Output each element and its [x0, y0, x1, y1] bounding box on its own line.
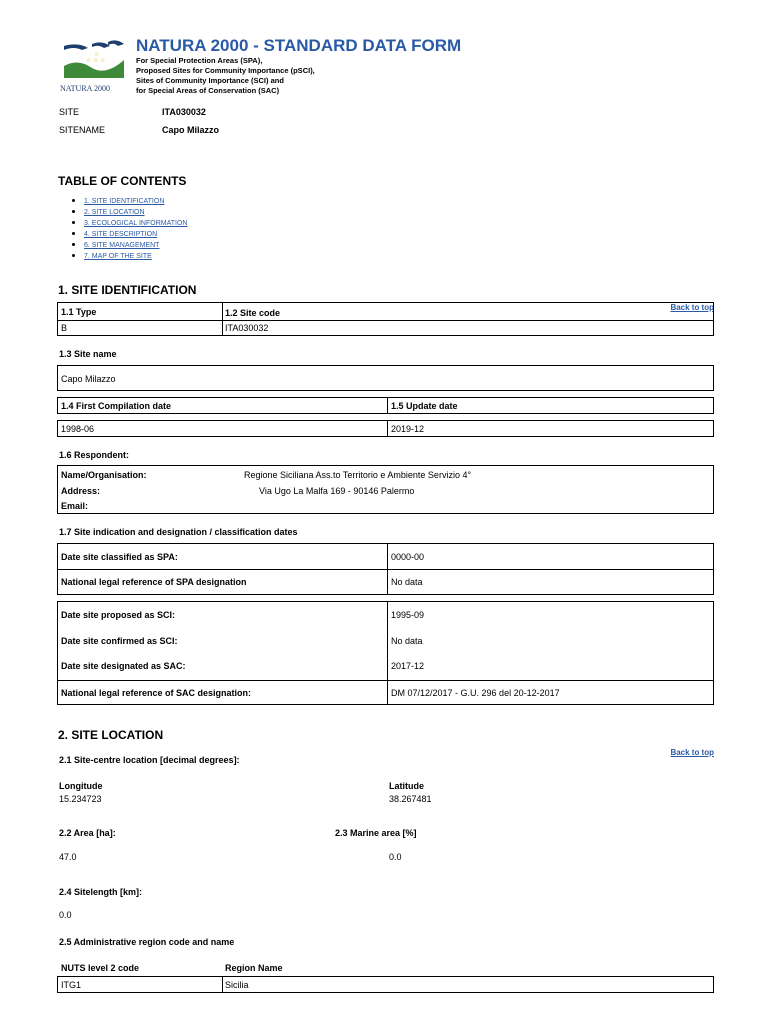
sci-table	[57, 601, 714, 705]
region-value: Sicilia	[225, 980, 249, 990]
marine-area-value: 0.0	[389, 852, 402, 862]
dates-value-row	[57, 420, 714, 437]
logo-text: NATURA 2000	[60, 84, 111, 93]
first-compilation-label: 1.4 First Compilation date	[61, 401, 172, 411]
update-date-label: 1.5 Update date	[391, 401, 458, 411]
spa-table	[57, 543, 714, 595]
code-label: 1.2 Site code	[225, 308, 281, 318]
sci-row-value: DM 07/12/2017 - G.U. 296 del 20-12-2017	[391, 688, 560, 698]
sci-row-value: 2017-12	[391, 661, 425, 671]
respondent-box	[57, 465, 714, 514]
latitude-label: Latitude	[389, 781, 424, 791]
section-1-heading: 1. SITE IDENTIFICATION	[58, 283, 197, 297]
toc-link-ecological-information[interactable]: • 3. ECOLOGICAL INFORMATION	[84, 218, 187, 229]
toc-link-site-location[interactable]: • 2. SITE LOCATION	[84, 207, 187, 218]
type-label: 1.1 Type	[61, 307, 97, 317]
sci-row-label: National legal reference of SAC designation:	[61, 688, 252, 698]
svg-text:☆ ☆ ☆: ☆ ☆ ☆	[86, 58, 106, 64]
address-label: Address:	[61, 486, 101, 496]
sitelength-label: 2.4 Sitelength [km]:	[59, 887, 143, 897]
sitelength-value: 0.0	[59, 910, 72, 920]
marine-area-label: 2.3 Marine area [%]	[335, 828, 417, 838]
nuts-column-header: NUTS level 2 code	[61, 963, 140, 973]
toc-link-site-management[interactable]: • 6. SITE MANAGEMENT	[84, 240, 187, 251]
email-label: Email:	[61, 501, 89, 511]
page-title: NATURA 2000 - STANDARD DATA FORM	[136, 36, 462, 55]
first-compilation-value: 1998-06	[61, 424, 95, 434]
svg-text:☆: ☆	[94, 52, 100, 58]
back-to-top-link[interactable]: Back to top	[670, 748, 714, 757]
sci-row-label: Date site confirmed as SCI:	[61, 636, 178, 646]
spa-row-label: Date site classified as SPA:	[61, 552, 178, 562]
latitude-value: 38.267481	[389, 794, 432, 804]
subtitle-line: For Special Protection Areas (SPA),	[136, 56, 263, 65]
site-name-value: Capo Milazzo	[61, 374, 116, 384]
org-value: Regione Siciliana Ass.to Territorio e Ambiente Servizio 4°	[244, 470, 472, 480]
dates-header-row	[57, 397, 714, 414]
org-label: Name/Organisation:	[61, 470, 147, 480]
spa-row-value: No data	[391, 577, 423, 587]
designation-label: 1.7 Site indication and designation / classification dates	[59, 527, 298, 537]
section-2-heading: 2. SITE LOCATION	[58, 728, 164, 742]
sitename-label: SITENAME	[59, 125, 106, 135]
spa-row-label: National legal reference of SPA designation	[61, 577, 247, 587]
respondent-label: 1.6 Respondent:	[59, 450, 130, 460]
sci-row-label: Date site proposed as SCI:	[61, 610, 176, 620]
sitename-value: Capo Milazzo	[162, 125, 220, 135]
sci-row-value: 1995-09	[391, 610, 425, 620]
subtitle-line: for Special Areas of Conservation (SAC)	[136, 86, 280, 95]
back-to-top-link[interactable]: Back to top	[670, 303, 714, 312]
region-column-header: Region Name	[225, 963, 283, 973]
code-value: ITA030032	[225, 323, 269, 333]
toc-list	[70, 196, 187, 261]
area-value: 47.0	[59, 852, 77, 862]
address-value: Via Ugo La Malfa 169 - 90146 Palermo	[259, 486, 415, 496]
type-value: B	[61, 323, 68, 333]
subtitle-line: Proposed Sites for Community Importance (pSCI),	[136, 66, 315, 75]
update-date-value: 2019-12	[391, 424, 425, 434]
site-centre-label: 2.1 Site-centre location [decimal degrees]:	[59, 755, 240, 765]
toc-link-map-of-site[interactable]: • 7. MAP OF THE SITE	[84, 251, 187, 262]
nuts-value: ITG1	[61, 980, 82, 990]
site-value: ITA030032	[162, 107, 206, 117]
admin-region-label: 2.5 Administrative region code and name	[59, 937, 235, 947]
area-label: 2.2 Area [ha]:	[59, 828, 116, 838]
page-subtitle	[136, 56, 315, 96]
toc-heading: TABLE OF CONTENTS	[58, 174, 187, 188]
site-label: SITE	[59, 107, 80, 117]
longitude-label: Longitude	[59, 781, 103, 791]
type-code-table	[57, 302, 714, 336]
toc-link-site-description[interactable]: • 4. SITE DESCRIPTION	[84, 229, 187, 240]
toc-link-site-identification[interactable]: • 1. SITE IDENTIFICATION	[84, 196, 187, 207]
subtitle-line: Sites of Community Importance (SCI) and	[136, 76, 284, 85]
spa-row-value: 0000-00	[391, 552, 425, 562]
sci-row-label: Date site designated as SAC:	[61, 661, 186, 671]
natura-2000-logo	[58, 38, 130, 94]
longitude-value: 15.234723	[59, 794, 102, 804]
site-name-box	[57, 365, 714, 391]
site-name-label: 1.3 Site name	[59, 349, 117, 359]
admin-region-table	[57, 976, 714, 993]
sci-row-value: No data	[391, 636, 423, 646]
